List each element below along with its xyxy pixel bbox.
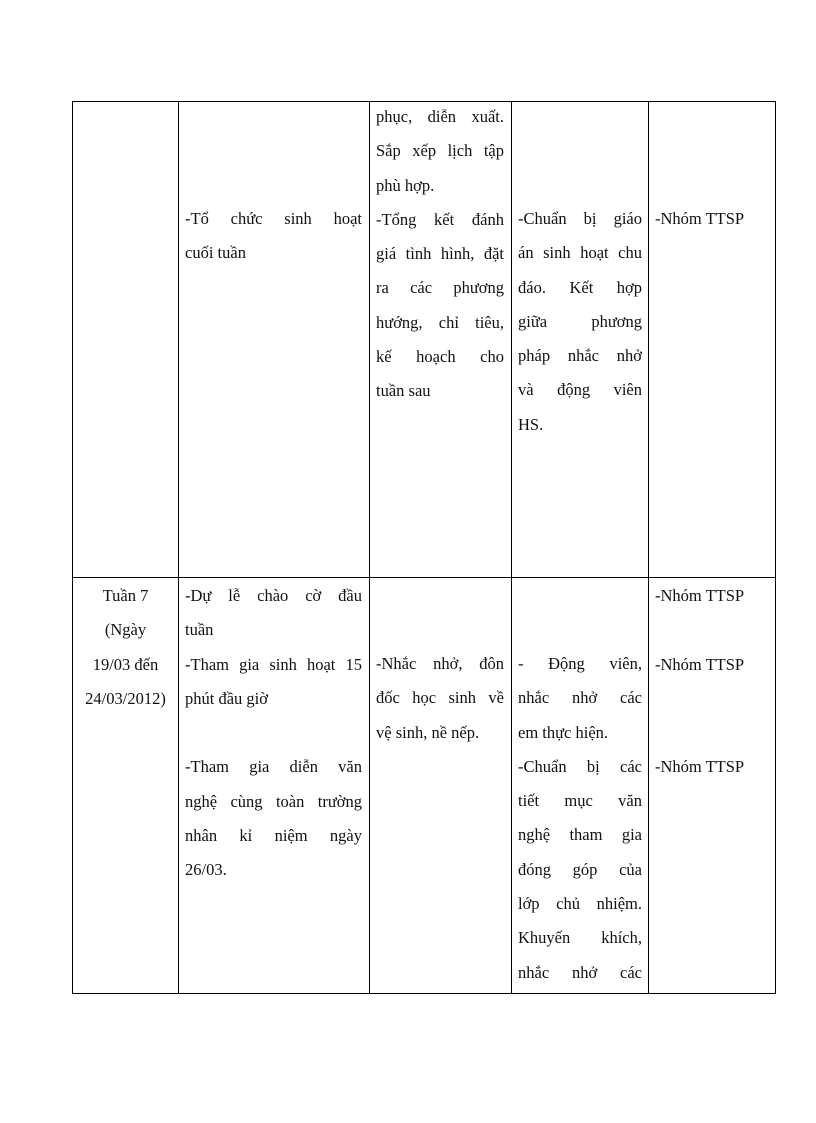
text-line: 26/03. [185, 860, 227, 880]
text-line: phù hợp. [376, 175, 435, 195]
text-line: tuần [185, 620, 214, 640]
table-border-right [775, 101, 776, 994]
text-line: nhân kỉ niệm ngày [185, 826, 362, 846]
text-line: cuối tuần [185, 243, 246, 263]
text-line: tuần sau [376, 381, 431, 401]
text-line: - Động viên, [518, 654, 642, 673]
row2-content-cell [376, 647, 504, 750]
text-line: -Nhóm TTSP [655, 586, 745, 605]
text-line: Sắp xếp lịch tập [376, 141, 504, 161]
table-border-bottom [72, 993, 776, 994]
column-divider [369, 101, 370, 994]
text-line: Khuyến khích, [518, 928, 642, 948]
plan-table [72, 101, 776, 994]
text-line: -Tổng kết đánh [376, 209, 504, 229]
text-line: nghệ tham gia [518, 825, 642, 845]
text-line: giá tình hình, đặt [376, 244, 504, 264]
row1-method-cell [518, 202, 642, 442]
text-line: hướng, chỉ tiêu, [376, 312, 504, 332]
row1-activity-cell [185, 202, 362, 271]
text-line: và động viên [518, 380, 642, 400]
text-line: đóng góp của [518, 859, 642, 879]
text-line: lớp chủ nhiệm. [518, 894, 642, 914]
text-line: HS. [518, 414, 544, 434]
text-line: 24/03/2012) [85, 688, 166, 708]
text-line: phút đầu giờ [185, 688, 268, 708]
column-divider [178, 101, 179, 994]
row2-person-cell [655, 579, 773, 785]
row1-content-cell [376, 100, 504, 409]
text-line: đốc học sinh về [376, 688, 504, 708]
text-line: tiết mục văn [518, 791, 642, 811]
text-line: pháp nhắc nhở [518, 346, 642, 366]
spacer-line [655, 613, 773, 647]
text-line: nhắc nhở các [518, 962, 642, 982]
text-line: -Tham gia sinh hoạt 15 [185, 654, 362, 674]
text-line: -Chuẩn bị giáo [518, 209, 642, 228]
spacer-line [655, 682, 773, 716]
text-line: -Nhắc nhở, đôn [376, 654, 504, 673]
text-line: nghệ cùng toàn trường [185, 791, 362, 811]
text-line: -Tổ chức sinh hoạt [185, 209, 362, 228]
row1-person-cell [655, 202, 773, 236]
text-line: kế hoạch cho [376, 347, 504, 367]
text-line: em thực hiện. [518, 722, 609, 742]
text-line: -Dự lễ chào cờ đầu [185, 586, 362, 605]
column-divider [648, 101, 649, 994]
text-line: -Nhóm TTSP [655, 757, 745, 777]
text-line: án sinh hoạt chu [518, 243, 642, 263]
table-border-left [72, 101, 73, 994]
text-line: ra các phương [376, 278, 504, 298]
text-line: vệ sinh, nề nếp. [376, 722, 480, 742]
row2-week-cell [74, 579, 177, 716]
text-line: -Chuẩn bị các [518, 756, 642, 776]
row2-method-cell [518, 647, 642, 990]
row-divider [72, 577, 776, 578]
text-line: 19/03 đến [92, 654, 159, 674]
text-line: -Nhóm TTSP [655, 654, 745, 674]
column-divider [511, 101, 512, 994]
text-line: -Tham gia diễn văn [185, 757, 362, 777]
text-line: đáo. Kết hợp [518, 277, 642, 297]
blank-line [185, 716, 362, 750]
text-line: nhắc nhở các [518, 688, 642, 708]
spacer-line [655, 716, 773, 750]
text-line: (Ngày [104, 620, 147, 640]
text-line: -Nhóm TTSP [655, 209, 745, 228]
text-line: Tuần 7 [102, 586, 149, 605]
text-line: phục, diễn xuất. [376, 107, 504, 126]
row2-activity-cell [185, 579, 362, 888]
text-line: giữa phương [518, 311, 642, 331]
